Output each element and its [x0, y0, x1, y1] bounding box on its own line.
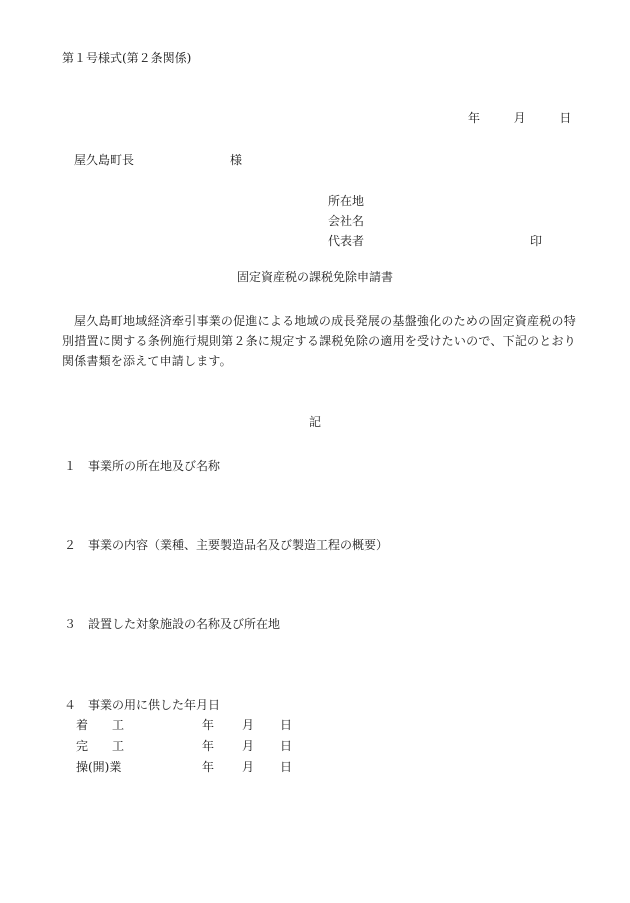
- schedule-year: 年: [202, 760, 215, 774]
- date-month: 月: [513, 111, 526, 125]
- date-year: 年: [468, 111, 481, 125]
- schedule-year: 年: [202, 739, 215, 753]
- item-2-number: ２: [64, 538, 77, 552]
- schedule-row: [76, 738, 306, 754]
- item-3-text: 設置した対象施設の名称及び所在地: [88, 617, 281, 631]
- document-title: 固定資産税の課税免除申請書: [236, 270, 393, 284]
- item-4: [64, 697, 220, 713]
- item-1: [64, 458, 220, 474]
- schedule-year: 年: [202, 718, 215, 732]
- applicant-representative-label: 代表者: [328, 234, 365, 248]
- applicant-company-row: [328, 211, 548, 231]
- item-4-number: ４: [64, 698, 77, 712]
- addressee-honorific: 様: [230, 153, 243, 167]
- applicant-representative-row: [328, 231, 548, 251]
- schedule-label: 完 工: [76, 739, 125, 753]
- schedule-label: 着 工: [76, 718, 125, 732]
- schedule-month: 月: [242, 718, 255, 732]
- date-day: 日: [559, 111, 572, 125]
- schedule-label: 操(開)業: [76, 760, 122, 774]
- applicant-block: [328, 191, 548, 251]
- body-text: 屋久島町地域経済牽引事業の促進による地域の成長発展の基盤強化のための固定資産税の特別措置に関する条例施行規則第２条に規定する課税免除の適用を受けたいので、下記のとおり関係書類を添えて申請します。: [62, 314, 576, 368]
- date-line: [468, 110, 571, 126]
- schedule-row: [76, 717, 306, 733]
- ki-heading: 記: [308, 415, 321, 429]
- applicant-company-label: 会社名: [328, 214, 365, 228]
- item-1-number: １: [64, 459, 77, 473]
- schedule-row: [76, 759, 306, 775]
- item-2-text: 事業の内容（業種、主要製造品名及び製造工程の概要）: [88, 538, 389, 552]
- addressee: [74, 152, 243, 168]
- form-number: 第１号様式(第２条関係): [62, 51, 192, 65]
- schedule-month: 月: [242, 760, 255, 774]
- addressee-name: 屋久島町長: [74, 153, 135, 167]
- schedule-month: 月: [242, 739, 255, 753]
- seal-mark: 印: [530, 234, 543, 248]
- schedule-day: 日: [280, 718, 293, 732]
- item-1-text: 事業所の所在地及び名称: [88, 459, 221, 473]
- item-3: [64, 616, 280, 632]
- schedule-day: 日: [280, 760, 293, 774]
- applicant-location-label: 所在地: [328, 194, 365, 208]
- applicant-location-row: [328, 191, 548, 211]
- item-2: [64, 537, 388, 553]
- item-3-number: ３: [64, 617, 77, 631]
- schedule-day: 日: [280, 739, 293, 753]
- item-4-text: 事業の用に供した年月日: [88, 698, 221, 712]
